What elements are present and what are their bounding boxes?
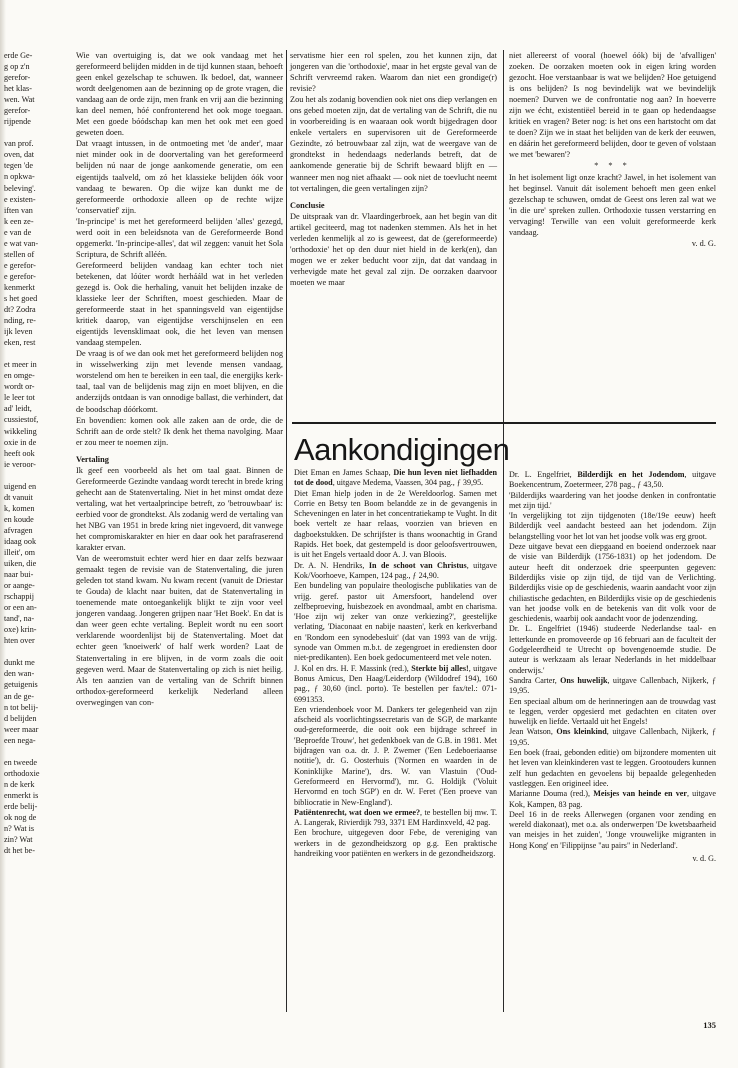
article-paragraph: Ik geef een voorbeeld als het om taal gaat. Binnen de Gereformeerde Gezindte vandaag wordt terecht in brede kring gehecht aan de Statenvertaling. Niet in het minst omdat deze vertaling, wat het vertaalprincipe betreft, zo 'betrouwbaar' is: eerbied voor de grondtekst. Als zodanig werd de vertaling van het NBG van 1951 in brede kring niet ingevoerd, dit vanwege het compromiskarakter en hier en daar ook het parafraserend karakter ervan. <box>76 465 283 553</box>
article-paragraph: Van de weeromstuit echter werd hier en daar zelfs bezwaar gemaakt tegen de revisie van de Statenvertaling, die juren geleden tot stand kwam. Nu kwam recent (vanuit de Driestar te Gouda) de klacht naar buiten, dat de Statenvertaling in toenemende mate ontoegankelijk blijkt te zijn voor veel jongeren vandaag. Jongeren grijpen naar 'Het Boek'. En dat is dan weer geen echte vertaling. Bepleit wordt nu een soort verklarende woordenlijst bij de Statenvertaling. Moet dat echter geen 'knoeiwerk' of half werk worden? Laat de Statenvertaling in ere blijven, in de vorm zoals die ooit gegeven werd. Maar de Statenvertaling op zich is niet heilig. Als ten aanzien van de vertaling van de Schrift binnen orthodox-gereformeerd kerkelijk Nederland alleen overwegingen van con- <box>76 554 283 707</box>
entry-text: , uitgave Callenbach, Nijkerk, ƒ 19,95. <box>509 727 716 747</box>
entry-book-title: Bilderdijk en het Jodendom <box>577 470 685 479</box>
announcement-entry <box>294 664 497 705</box>
announcements-left <box>294 468 497 859</box>
entry-book-title: In de schoot van Christus <box>368 560 467 570</box>
fragment-line: kenmerkt <box>4 282 35 292</box>
previous-column-fragment <box>4 50 68 867</box>
entry-text: Een boek (fraai, gebonden editie) om bijzondere momenten uit het leven van kleinkinderen vast te leggen. Grootouders kunnen zelf hun gedachten en gevoelens bij bepaalde gelegenheden vastleggen. Een origineel idee. <box>509 748 716 788</box>
entry-text: Deel 16 in de reeks Allerwegen (organen voor zending en wereld diakonaat), met o.a. als onderwerpen 'De kwetsbaarheid van meisjes in het zuiden', 'Jonge vrouwelijke migranten in Hong Kong' en 'Filippijnse "au pairs" in Nederland'. <box>509 809 716 850</box>
entry-text: , uitgave Bonus Amicus, Den Haag/Leiderdorp (Wildodref 194), 160 pag., ƒ 30,60 (incl. porto). Te bestellen per fax/tel.: 071-6991353. <box>294 663 497 704</box>
entry-text: , te bestellen bij mw. T. A. Langerak, Rivierdijk 793, 3371 EM Hardinxveld, 42 pag. <box>294 807 498 828</box>
fragment-line: an de ge- <box>4 691 35 701</box>
fragment-line: d belijden <box>4 713 37 723</box>
entry-text: 'In vergelijking tot zijn tijdgenoten (18e/19e eeuw) heeft Bilderdijk veel aandacht besteed aan het jodendom. Zijn belangstelling voor het lot van het joodse volk was erg groot. <box>509 511 716 541</box>
announcement-entry <box>509 470 716 491</box>
entry-text: Diet Eman hielp joden in de 2e Wereldoorlog. Samen met Corrie en Betsy ten Boom belandde ze in de gevangenis in Scheveningen en later in het concentratiekamp te Vught. In dit boek vertelt ze haar relaas, voorzien van brieven en dagboekstukken. De schrijfster is thans woonachtig in Grand Rapids. Het boek, dat gestempeld is door geloofsvertrouwen, is uit het Engels vertaald door A. J. van Bloois. <box>294 488 497 560</box>
fragment-line: dt het be- <box>4 846 35 856</box>
fragment-line: erde Ge- <box>4 51 33 60</box>
fragment-line: illeit', om <box>4 547 36 557</box>
announcement-entry <box>294 489 497 561</box>
fragment-line: n opkwa- <box>4 172 35 182</box>
fragment-line: enmerkt is <box>4 790 39 800</box>
announcement-entry <box>294 828 497 859</box>
announcement-entry <box>509 748 716 789</box>
fragment-block <box>4 359 68 469</box>
fragment-line: en tweede <box>4 757 37 767</box>
fragment-line: getuigenis <box>4 680 38 690</box>
entry-author: Sandra Carter, <box>509 675 561 685</box>
fragment-line: n de kerk <box>4 779 35 789</box>
fragment-line: eken, rest <box>4 338 36 348</box>
author-signature: v. d. G. <box>691 238 716 248</box>
fragment-line: een nega- <box>4 735 36 745</box>
fragment-line: e van de <box>4 227 32 237</box>
fragment-line: rschappij <box>4 592 35 602</box>
announcement-entry <box>509 789 716 810</box>
fragment-block <box>4 757 68 856</box>
fragment-line: dt? Zodra <box>4 305 36 315</box>
fragment-line: beleving'. <box>4 183 36 193</box>
entry-author: Diet Eman en James Schaap, <box>294 468 394 477</box>
entry-text: Een bundeling van populaire theologische publikaties van de vrijg. geref. pastor uit Amersfoort, handelend over zelfbeproeving, huisbezoek en avondmaal, ambt en charisma. 'Hoe zijn wij zeker van onze verkiezing?', geestelijke verlating, 'Diaconaat en nabije naasten', kerk en kerkverband en 'Rondom een synodebesluit' (dat van 1993 van de vrijg. synode van Ommen m.b.t. de zegengroet in erediensten door niet-predikanten). Een boek gedocumenteerd met vele noten. <box>294 581 497 663</box>
article-paragraph: niet allereerst of vooral (hoewel óók) bij de 'afvalligen' zoeken. De oorzaken moeten ook in eigen kring worden gezocht. Hoe verstaanbaar is wat we belijden? Hoe getuigend is ons belijden? Is nog bevindelijk wat we bevindelijk noemen? Durven we de confrontatie nog aan? In hoeverre zijn we écht, existentiëel bereid in te gaan op hedendaagse kritiek en vragen? Beter nog: is het ons een hartstocht om dat te doen? Zijn we in staat het belijden van de kerk der eeuwen, en dáárin het gereformeerd belijden, door te geven of volstaan we met 'bewaren'? <box>509 51 716 160</box>
announcement-entry <box>509 624 716 675</box>
entry-text: Deze uitgave bevat een diepgaand en boeiend onderzoek naar de visie van Bilderdijk (1756-1831) op het jodendom. De auteur heeft dit onderzoek drie speerpunten gegeven: Bilderdijks visie op zijn tijd, de tijd van de Verlichting. Bilderdijks visie op de geschiedenis, waarin aandacht voor zijn chiliastische gedachten, en Bilderdijks visie op de geschiedenis van het joodse volk en de betekenis van dit volk voor de geschiedenis, waarbij ook aandacht voor de jodenzending. <box>509 542 716 624</box>
fragment-line: or een an- <box>4 603 37 613</box>
entry-book-title: Ons huwelijk <box>560 675 608 685</box>
entry-author: Marianne Douma (red.), <box>509 789 594 799</box>
fragment-line: nding, re- <box>4 316 36 326</box>
entry-text: Dr. L. Engelfriet (1946) studeerde Nederlandse taal- en letterkunde en promoveerde op 16 februari aan de faculteit der Godgeleerdheid te Utrecht op bovengenoemde studie. De auteur is werkzaam als leraar Nederlands in het middelbaar onderwijs.' <box>509 624 716 675</box>
entry-text: , uitgave Kok, Kampen, 83 pag. <box>509 789 716 809</box>
fragment-line: iften van <box>4 205 33 215</box>
fragment-line: g op z'n <box>4 62 30 72</box>
article-paragraph: Wie van overtuiging is, dat we ook vandaag met het gereformeerd belijden midden in de tijd kunnen staan, behoeft geen enkel gezelschap te schuwen. Ik bedoel, dat, wanneer wordt deelgenomen aan de bezinning op de grote vragen, die vandaag aan de orde zijn, men frank en vrij aan die bezinning kan deel nemen, hóé confronterend het ook moge toegaan. Met een goede bóódschap kan men het ook met een goed geweten doen. <box>76 51 283 138</box>
entry-author: J. Kol en drs. H. F. Massink (red.), <box>294 663 412 673</box>
article-paragraph: Gereformeerd belijden vandaag kan echter toch niet betekenen, dat lóúter wordt herhááld wat in het verleden gezegd is. Ook die herhaling, vanuit het belijden inzake de klassieke leer der Schriften, moest geschieden. Maar de gereformeerde staat in het spanningsveld van eigentijdse kritiek daarop, van eigentijdse verschijnselen en een eigentijds levensklimaat ook, die het leven van mensen vandaag stempelen. <box>76 260 283 348</box>
fragment-line: or aange- <box>4 581 35 591</box>
fragment-line: e wat van- <box>4 238 39 248</box>
entry-book-title: Sterkte bij alles! <box>411 663 469 673</box>
section-divider-stars: * * * <box>594 161 631 171</box>
fragment-line: ijk leven <box>4 327 33 337</box>
announcement-entry <box>509 511 716 542</box>
announcement-entry <box>294 561 497 582</box>
article-paragraph: Dat vraagt intussen, in de ontmoeting met 'de ander', maar niet minder ook in de doorvertaling van het gereformeerd belijden nú naar de jonge aankomende generatie, om een eigentijds taalveld, om zó het klassieke belijden óók voor vandaag te bewaren. Op die wijze kan dunkt me de gereformeerde orthodoxie alleen op de rechte wijze 'conservatief' zijn. <box>76 139 283 215</box>
fragment-line: e existen- <box>4 194 36 204</box>
entry-text: Een brochure, uitgegeven door Febe, de vereniging van werkers in de gezondheidszorg op g.g. Een praktische handreiking voor patiënten en werkers in de gezondheidszorg. <box>294 828 497 858</box>
fragment-line: erde belij- <box>4 801 38 811</box>
announcement-entry <box>294 581 497 663</box>
article-paragraph: Zou het als zodanig bovendien ook niet ons diep verlangen en ons gebed moeten zijn, dat de vertaling van de Schrift, die nu in voorbereiding is en waaraan ook wordt bijgedragen door enkele vertalers en supervisoren uit de Gereformeerde Gezindte, zó betrouwbaar zal zijn, wat de weergave van de grondtekst in hedendaags nederlands betreft, dat de aankomende generatie bij de Schrift bewaard blijft en — wanneer men nog niet afhaakt — ook niet de toevlucht neemt tot vertalingen, die geen vertalingen zijn? <box>290 95 497 193</box>
fragment-line: rijpende <box>4 117 31 127</box>
fragment-line: oven, dat <box>4 150 35 160</box>
article-paragraph: De uitspraak van dr. Vlaardingerbroek, aan het begin van dit artikel geciteerd, mag tot nadenken stemmen. Als het in het verleden kenmelijk al zo is geweest, dat de (gereformeerde) 'orthodoxie' het op den duur niet hield in de kerk(en), dan mogen we er zeker beducht voor zijn, dat dat vandaag in verhevigde mate het geval zal zijn. De oorzaken daarvoor moeten we maar <box>290 211 497 287</box>
entry-text: 'Bilderdijks waardering van het joodse denken in confrontatie met zijn tijd.' <box>509 490 716 510</box>
fragment-block <box>4 138 68 348</box>
column-rule <box>503 50 504 1012</box>
fragment-line: e gerefor- <box>4 271 36 281</box>
article-paragraph: En bovendien: komen ook alle zaken aan de orde, die de Schrift aan de orde stelt? Ik denk het thema navolging. Maar er zou meer te noemen zijn. <box>76 415 283 447</box>
entry-book-title: Die hun leven niet liefhadden tot de dood <box>294 468 498 488</box>
fragment-line: oxe) krin- <box>4 625 37 635</box>
entry-text: , uitgave Callenbach, Nijkerk, ƒ 19,95. <box>509 675 716 696</box>
entry-text: , uitgave Kok/Voorhoeve, Kampen, 124 pag., ƒ 24,90. <box>294 560 497 580</box>
fragment-line: ok nog de <box>4 813 37 822</box>
announcement-entry <box>294 808 497 829</box>
entry-text: Een speciaal album om de herinneringen aan de trouwdag vast te leggen, verder opgesierd met gedachten en citaten over huwelijk en liefde. Vertaald uit het Engels! <box>509 696 716 727</box>
section-title-aankondigingen: Aankondigingen <box>294 432 510 467</box>
entry-text: , uitgave Boekencentrum, Zoetermeer, 278 pag., ƒ 43,50. <box>509 470 717 490</box>
section-rule <box>292 422 716 424</box>
announcement-entry <box>509 542 716 624</box>
fragment-line: dunkt me <box>4 658 35 668</box>
column-rule <box>286 50 287 1012</box>
fragment-line: naar bui- <box>4 570 34 580</box>
fragment-line: zin? Wat <box>4 835 33 845</box>
fragment-line: n? Wat is <box>4 824 35 834</box>
announcements-signature: v. d. G. <box>692 853 716 863</box>
fragment-block <box>4 481 68 647</box>
fragment-line: n tot belij- <box>4 702 39 712</box>
fragment-line: tand', na- <box>4 614 35 624</box>
fragment-line: uiken, die <box>4 559 37 569</box>
announcement-entry <box>509 491 716 512</box>
entry-book-title: Patiëntenrecht, wat doen we ermee? <box>294 807 421 817</box>
article-column-3 <box>509 50 716 249</box>
entry-text: , uitgave Medema, Vaassen, 304 pag., ƒ 39,95. <box>332 478 484 488</box>
subheading-conclusie: Conclusie <box>290 200 325 210</box>
fragment-line: den wan- <box>4 669 35 679</box>
entry-author: Jean Watson, <box>509 727 557 737</box>
subheading-vertaling: Vertaling <box>76 454 109 464</box>
page-number: 135 <box>703 1020 716 1030</box>
fragment-line: le leer tot <box>4 393 35 403</box>
article-column-1 <box>76 50 283 708</box>
fragment-line: het klas- <box>4 84 32 94</box>
fragment-line: s het goed <box>4 293 38 303</box>
fragment-line: uigend en <box>4 481 37 491</box>
fragment-block <box>4 50 68 127</box>
announcement-entry <box>294 705 497 808</box>
fragment-line: gerefor- <box>4 73 31 83</box>
fragment-line: ad' leidt, <box>4 404 32 414</box>
announcement-entry <box>509 727 716 748</box>
fragment-line: k een ze- <box>4 216 34 226</box>
fragment-line: idaag ook <box>4 536 37 546</box>
entry-author: Dr. L. Engelfriet, <box>509 470 578 479</box>
announcement-entry <box>509 697 716 728</box>
entry-author: Dr. A. N. Hendriks, <box>294 560 369 570</box>
fragment-line: k, komen <box>4 503 35 513</box>
entry-book-title: Ons kleinkind <box>556 727 607 737</box>
announcement-entry <box>509 676 716 697</box>
fragment-line: cussiestof, <box>4 415 39 425</box>
fragment-line: e gerefor- <box>4 260 36 270</box>
article-column-2 <box>290 50 497 288</box>
fragment-line: stellen of <box>4 249 35 259</box>
fragment-line: en koude <box>4 514 34 524</box>
fragment-line: tegen 'de <box>4 161 33 171</box>
fragment-line: van prof. <box>4 139 34 149</box>
article-paragraph: De vraag is of we dan ook met het gereformeerd belijden nog in wisselwerking zijn met levende mensen vandaag, worstelend om hen te bereiken in een taal, die energijks kerk-taal, taal van de belijdenis mag zijn en moet blijven, en die anderzijds ontdaan is van onnodige ballast, die verhindert, dat de boodschap dóórkomt. <box>76 349 283 414</box>
announcement-entry <box>509 810 716 851</box>
article-paragraph: 'In-principe' is met het gereformeerd belijden 'alles' gezegd, werd ooit in een beleidsnota van de Gereformeerde Bond opgemerkt. 'In-principe-alles', dat wil zeggen: vanuit het Sola Scriptura, de Schrift alléén. <box>76 216 283 259</box>
fragment-line: weer maar <box>4 724 39 734</box>
article-paragraph: servatisme hier een rol spelen, zou het kunnen zijn, dat jongeren van die 'orthodoxie', maar in het ergste geval van de Schrift vervreemd raken. Waarom dan niet een grondige(r) revisie? <box>290 51 497 94</box>
fragment-line: et meer in <box>4 360 37 370</box>
fragment-line: wordt or- <box>4 382 35 392</box>
announcement-entry <box>294 468 497 489</box>
fragment-line: dt vanuit <box>4 492 33 502</box>
fragment-line: heeft ook <box>4 448 35 458</box>
announcements-right <box>509 470 716 864</box>
fragment-line: ie veroor- <box>4 459 36 469</box>
entry-book-title: Meisjes van heinde en ver <box>593 789 687 799</box>
entry-text: Een vriendenboek voor M. Dankers ter gelegenheid van zijn afscheid als voorlichtingssecretaris van de SGP, de markante oud-gereformeerde, die ooit ook een bijdrage schreef in 'Beproefde Trouw', het gedenkboek van de G.B. in 1981. Met bijdragen van o.a. dr. J. P. Zwemer ('Een Ledeboeriaanse notitie'), dr. G. Oosterhuis ('Normen en waarden in de Koninklijke Marine'), drs. W. van Vlastuin ('Oud-Gereformeerd en Hervormd'), mr. G. Holdijk ('Voluit Hervormd en toch SGP') en dr. W. Feret ('Een proeve van bibliocratie in New-England'). <box>294 704 497 807</box>
fragment-block <box>4 657 68 745</box>
fragment-line: en omge- <box>4 371 35 381</box>
fragment-line: orthodoxie <box>4 768 40 778</box>
fragment-line: afvragen <box>4 525 33 535</box>
fragment-line: oxie in de <box>4 437 37 447</box>
fragment-line: gerefor- <box>4 106 31 116</box>
fragment-line: wikkeling <box>4 426 37 436</box>
fragment-line: wen. Wat <box>4 95 35 105</box>
closing-paragraph: In het isolement ligt onze kracht? Jawel, in het isolement van het beginsel. Vanuit dát isolement behoeft men geen enkel gezelschap te schuwen, omdat de Geest ons leren zal wat we 'in die ure' spreken zullen. Orthodoxie tussen verstarring en vervaging! Terwille van een voluit gereformeerde kerk vandaag. <box>509 172 716 237</box>
fragment-line: hten over <box>4 636 35 646</box>
